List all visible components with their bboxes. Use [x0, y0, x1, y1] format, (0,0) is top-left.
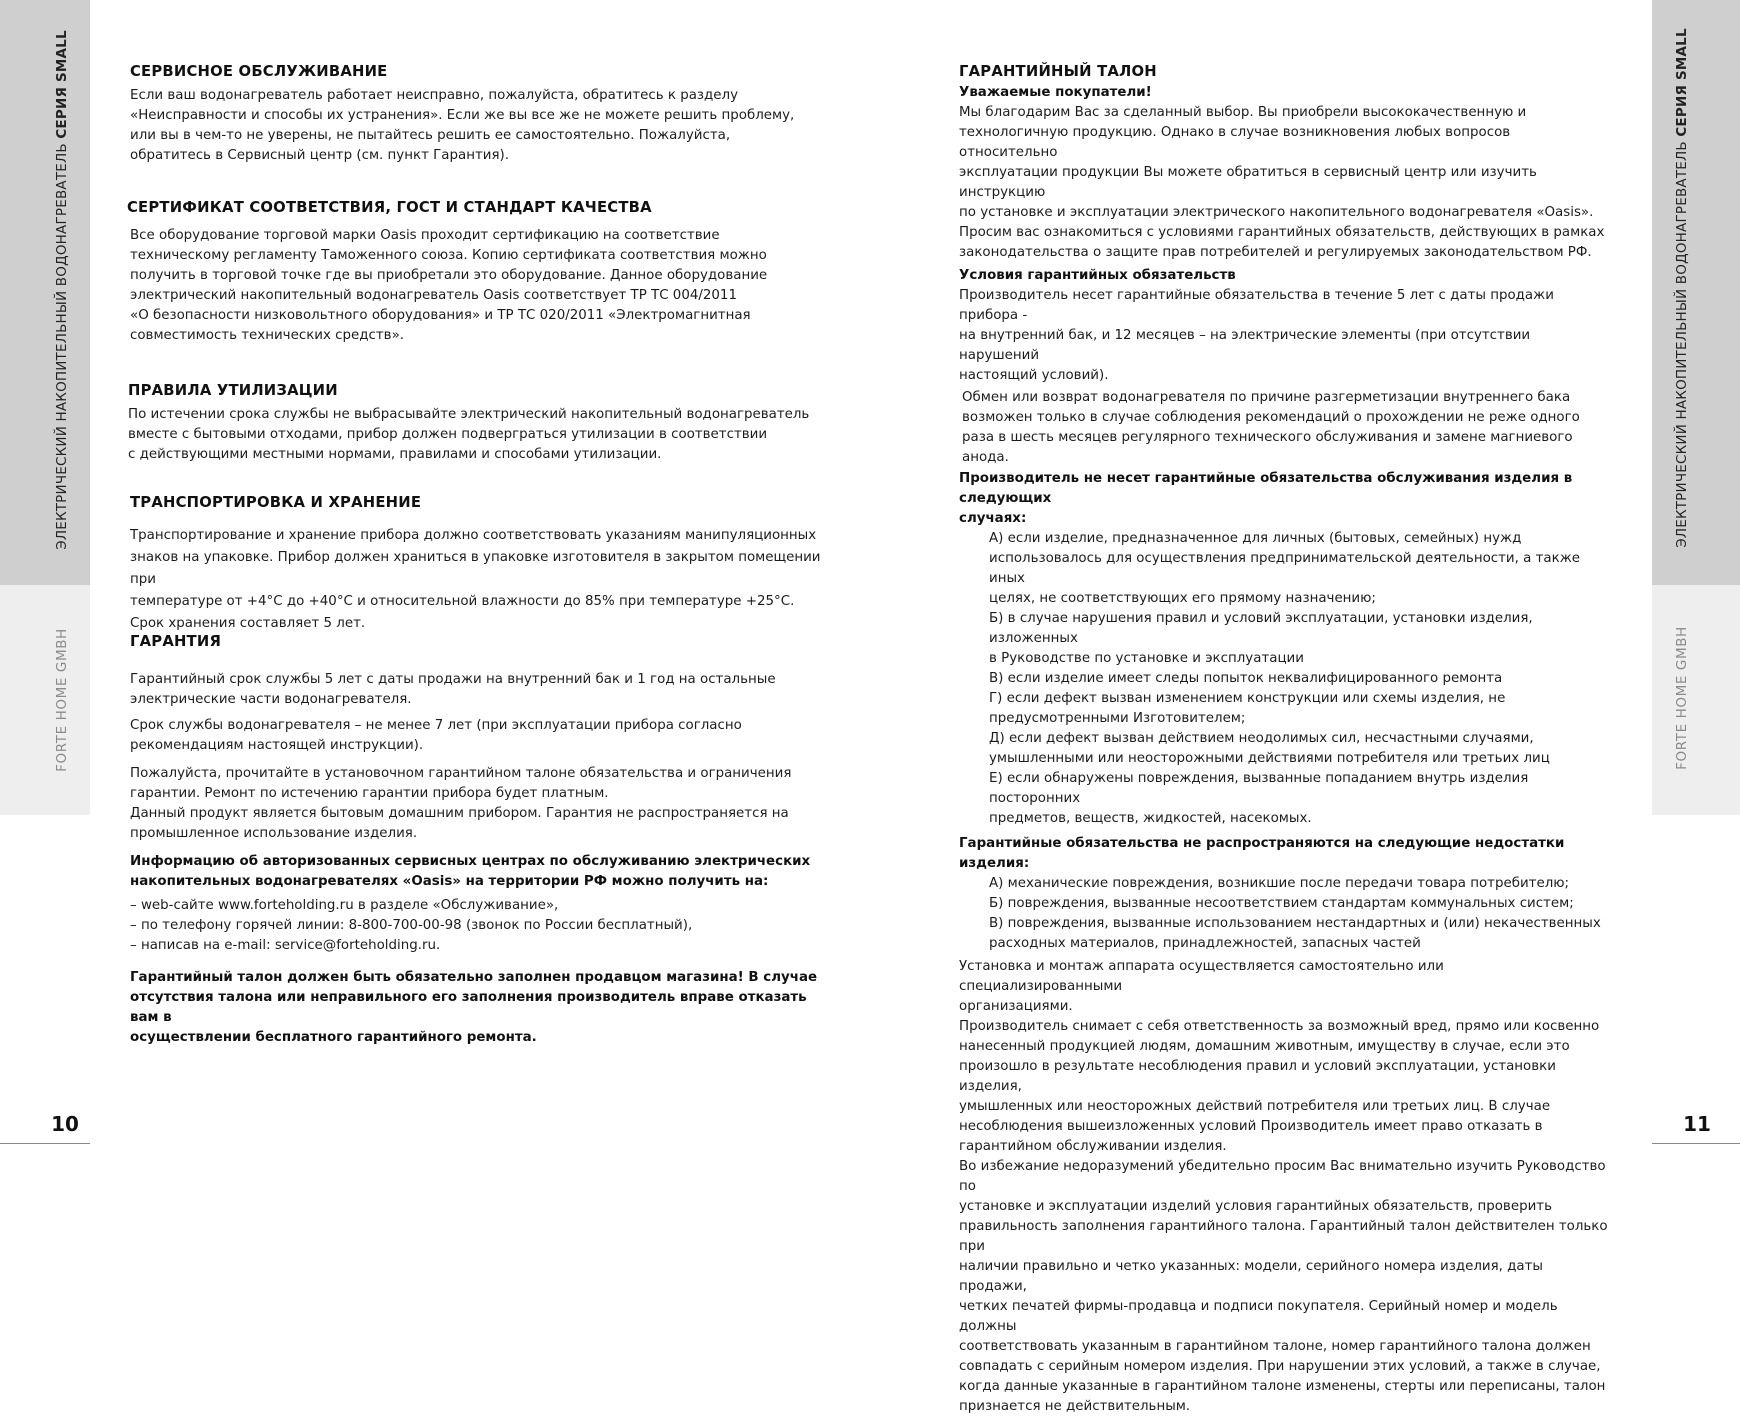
warranty-section	[130, 632, 830, 1048]
left-sidebar	[0, 0, 90, 815]
disposal-heading: ПРАВИЛА УТИЛИЗАЦИИ	[128, 382, 338, 399]
not-liable-item: Б) в случае нарушения правил и условий эксплуатации, установки изделия, изложенных	[989, 611, 1533, 646]
transport-heading: ТРАНСПОРТИРОВКА И ХРАНЕНИЕ	[130, 494, 422, 511]
not-liable-heading: Производитель не несет гарантийные обязательства обслуживания изделия в следующих	[959, 471, 1573, 506]
right-sidebar	[1652, 0, 1740, 815]
intro-line: законодательства о защите прав потребителей и регулируемых законодательством РФ.	[959, 245, 1592, 260]
intro-line: эксплуатации продукции Вы можете обратиться в сервисный центр или изучить инструкцию	[959, 165, 1537, 200]
disposal-line: вместе с бытовыми отходами, прибор должен подверграться утилизации в соответствии	[128, 427, 768, 442]
not-liable-item: Е) если обнаружены повреждения, вызванные попаданием внутрь изделия посторонних	[989, 771, 1529, 806]
not-liable-item: предусмотренными Изготовителем;	[989, 711, 1246, 726]
service-section	[130, 62, 794, 166]
warranty-line: Гарантийный срок службы 5 лет с даты продажи на внутренний бак и 1 год на остальные	[130, 672, 776, 687]
conditions-heading: Условия гарантийных обязательств	[959, 268, 1236, 283]
closing-line: совпадать с серийным номером изделия. При нарушении этих условий, а также в случае,	[959, 1359, 1601, 1374]
not-liable-item: А) если изделие, предназначенное для личных (бытовых, семейных) нужд	[989, 531, 1522, 546]
warranty-card-notice: осуществлении бесплатного гарантийного ремонта.	[130, 1030, 537, 1045]
disposal-section	[128, 381, 809, 465]
intro-line: Просим вас ознакомиться с условиями гарантийных обязательств, действующих в рамках	[959, 225, 1605, 240]
closing-line: нанесенный продукцией людям, домашним животным, имуществу в случае, если это	[959, 1039, 1570, 1054]
transport-line: Срок хранения составляет 5 лет.	[130, 616, 366, 631]
left-sidebar-brand: FORTE HOME GMBH	[54, 628, 70, 772]
closing-line: когда данные указанные в гарантийном талоне изменены, стерты или переписаны, талон	[959, 1379, 1606, 1394]
not-liable-item: умышленными или неосторожными действиями потребителя или третьих лиц	[989, 751, 1550, 766]
transport-line: температуре от +4°С до +40°С и относительной влажности до 85% при температуре +25°С.	[130, 594, 795, 609]
closing-line: признается не действительным.	[959, 1399, 1191, 1414]
greeting: Уважаемые покупатели!	[959, 85, 1152, 100]
conditions-line: настоящий условий).	[959, 368, 1109, 383]
conditions-line: на внутренний бак, и 12 месяцев – на электрические элементы (при отсутствии нарушений	[959, 328, 1531, 363]
not-liable-heading: случаях:	[959, 511, 1027, 526]
left-page-number: 10	[51, 1112, 79, 1136]
warranty-line: Срок службы водонагревателя – не менее 7 лет (при эксплуатации прибора согласно	[130, 718, 742, 733]
left-page-rule	[0, 1143, 90, 1144]
not-liable-item: предметов, веществ, жидкостей, насекомых.	[989, 811, 1312, 826]
right-sidebar-title: ЭЛЕКТРИЧЕСКИЙ НАКОПИТЕЛЬНЫЙ ВОДОНАГРЕВАТЕЛЬ СЕРИЯ SMALL	[1674, 28, 1690, 548]
certificate-line: Все оборудование торговой марки Oasis проходит сертификацию на соответствие	[130, 228, 720, 243]
right-page-number: 11	[1683, 1112, 1711, 1136]
not-cover-item: В) повреждения, вызванные использованием нестандартных и (или) некачественных	[989, 916, 1601, 931]
closing-line: произошло в результате несоблюдения правил и условий эксплуатации, установки изделия,	[959, 1059, 1556, 1094]
warranty-card-notice: отсутствия талона или неправильного его заполнения производитель вправе отказать вам в	[130, 990, 807, 1025]
contact-website: – web-сайте www.forteholding.ru в разделе «Обслуживание»,	[130, 898, 559, 913]
left-sidebar-title: ЭЛЕКТРИЧЕСКИЙ НАКОПИТЕЛЬНЫЙ ВОДОНАГРЕВАТЕЛЬ СЕРИЯ SMALL	[54, 30, 70, 550]
certificate-line: получить в торговой точке где вы приобретали это оборудование. Данное оборудование	[130, 268, 768, 283]
warranty-line: промышленное использование изделия.	[130, 826, 418, 841]
left-sidebar-title-band	[0, 0, 90, 585]
closing-line: Во избежание недоразумений убедительно просим Вас внимательно изучить Руководство по	[959, 1159, 1606, 1194]
closing-line: наличии правильно и четко указанных: модели, серийного номера изделия, даты продажи,	[959, 1259, 1544, 1294]
transport-section	[130, 493, 830, 635]
conditions-line: Производитель несет гарантийные обязательства в течение 5 лет с даты продажи прибора -	[959, 288, 1554, 323]
not-liable-item: Д) если дефект вызван действием неодолимых сил, несчастными случаями,	[989, 731, 1534, 746]
warranty-line: Пожалуйста, прочитайте в установочном гарантийном талоне обязательства и ограничения	[130, 766, 792, 781]
exchange-line: Обмен или возврат водонагревателя по причине разгерметизации внутреннего бака	[962, 390, 1571, 405]
warranty-line: рекомендациям настоящей инструкции).	[130, 738, 424, 753]
certificate-heading: СЕРТИФИКАТ СООТВЕТСТВИЯ, ГОСТ И СТАНДАРТ КАЧЕСТВА	[127, 199, 652, 216]
not-liable-item: использовалось для осуществления предпринимательской деятельности, а также иных	[989, 551, 1581, 586]
closing-line: правильность заполнения гарантийного талона. Гарантийный талон действителен только при	[959, 1219, 1608, 1254]
disposal-line: По истечении срока службы не выбрасывайте электрический накопительный водонагреватель	[128, 407, 810, 422]
intro-line: технологичную продукцию. Однако в случае возникновения любых вопросов относительно	[959, 125, 1511, 160]
not-liable-item: целях, не соответствующих его прямому назначению;	[989, 591, 1376, 606]
disposal-line: с действующими местными нормами, правилами и способами утилизации.	[128, 447, 662, 462]
not-cover-item: А) механические повреждения, возникшие после передачи товара потребителю;	[989, 876, 1570, 891]
contact-phone: – по телефону горячей линии: 8-800-700-00-98 (звонок по России бесплатный),	[130, 918, 693, 933]
closing-line: гарантийном обслуживании изделия.	[959, 1139, 1227, 1154]
warranty-line: электрические части водонагревателя.	[130, 692, 412, 707]
transport-line: знаков на упаковке. Прибор должен храниться в упаковке изготовителя в закрытом помещении при	[130, 550, 821, 587]
service-center-info: накопительных водонагревателях «Oasis» на территории РФ можно получить на:	[130, 874, 769, 889]
certificate-line: «О безопасности низковольтного оборудования» и ТР ТС 020/2011 «Электромагнитная	[130, 308, 751, 323]
closing-line: Установка и монтаж аппарата осуществляется самостоятельно или специализированными	[959, 959, 1444, 994]
warranty-heading: ГАРАНТИЯ	[130, 633, 222, 650]
certificate-line: совместимость технических средств».	[130, 328, 405, 343]
closing-line: соответствовать указанным в гарантийном талоне, номер гарантийного талона должен	[959, 1339, 1591, 1354]
exchange-line: раза в шесть месяцев регулярного технического обслуживания и замене магниевого	[962, 430, 1573, 445]
certificate-line: электрический накопительный водонагреватель Oasis соответствует ТР ТС 004/2011	[130, 288, 737, 303]
closing-line: четких печатей фирмы-продавца и подписи покупателя. Серийный номер и модель должны	[959, 1299, 1558, 1334]
not-liable-item: В) если изделие имеет следы попыток неквалифицированного ремонта	[989, 671, 1503, 686]
exchange-line: возможен только в случае соблюдения рекомендаций о прохождении не реже одного	[962, 410, 1580, 425]
service-heading: СЕРВИСНОЕ ОБСЛУЖИВАНИЕ	[130, 63, 388, 80]
service-line: обратитесь в Сервисный центр (см. пункт Гарантия).	[130, 148, 510, 163]
not-cover-heading: Гарантийные обязательства не распространяются на следующие недостатки изделия:	[959, 836, 1565, 871]
left-sidebar-brand-band	[0, 585, 90, 815]
service-center-info: Информацию об авторизованных сервисных центрах по обслуживанию электрических	[130, 854, 811, 869]
right-sidebar-brand: FORTE HOME GMBH	[1674, 626, 1690, 770]
service-line: «Неисправности и способы их устранения». Если же вы все же не можете решить проблему,	[130, 108, 795, 123]
not-cover-item: Б) повреждения, вызванные несоответствием стандартам коммунальных систем;	[989, 896, 1574, 911]
exchange-line: анода.	[962, 450, 1009, 465]
not-cover-item: расходных материалов, принадлежностей, запасных частей	[989, 936, 1421, 951]
certificate-line: техническому регламенту Таможенного союза. Копию сертификата соответствия можно	[130, 248, 767, 263]
warranty-card-heading: ГАРАНТИЙНЫЙ ТАЛОН	[959, 63, 1157, 80]
service-line: или вы в чем-то не уверены, не пытайтесь решить ее самостоятельно. Пожалуйста,	[130, 128, 731, 143]
closing-line: умышленных или неосторожных действий потребителя или третьих лиц. В случае	[959, 1099, 1551, 1114]
closing-line: установке и эксплуатации изделий условия гарантийных обязательств, проверить	[959, 1199, 1552, 1214]
closing-line: организациями.	[959, 999, 1073, 1014]
warranty-card-notice: Гарантийный талон должен быть обязательно заполнен продавцом магазина! В случае	[130, 970, 818, 985]
certificate-section	[127, 198, 767, 346]
service-line: Если ваш водонагреватель работает неисправно, пожалуйста, обратитесь к разделу	[130, 88, 739, 103]
closing-line: несоблюдения вышеизложенных условий Производитель имеет право отказать в	[959, 1119, 1543, 1134]
warranty-line: гарантии. Ремонт по истечению гарантии прибора будет платным.	[130, 786, 609, 801]
not-liable-item: Г) если дефект вызван изменением конструкции или схемы изделия, не	[989, 691, 1506, 706]
closing-line: Производитель снимает с себя ответственность за возможный вред, прямо или косвенно	[959, 1019, 1600, 1034]
right-page	[959, 62, 1609, 1417]
contact-email: – написав на e-mail: service@forteholding.ru.	[130, 938, 441, 953]
intro-line: Мы благодарим Вас за сделанный выбор. Вы приобрели высококачественную и	[959, 105, 1527, 120]
transport-line: Транспортирование и хранение прибора должно соответствовать указаниям манипуляционных	[130, 528, 817, 543]
intro-line: по установке и эксплуатации электрического накопительного водонагревателя «Oasis».	[959, 205, 1594, 220]
right-sidebar-title-band	[1652, 0, 1740, 585]
warranty-line: Данный продукт является бытовым домашним прибором. Гарантия не распространяется на	[130, 806, 789, 821]
right-sidebar-brand-band	[1652, 585, 1740, 815]
not-liable-item: в Руководстве по установке и эксплуатации	[989, 651, 1304, 666]
right-page-rule	[1652, 1143, 1740, 1144]
